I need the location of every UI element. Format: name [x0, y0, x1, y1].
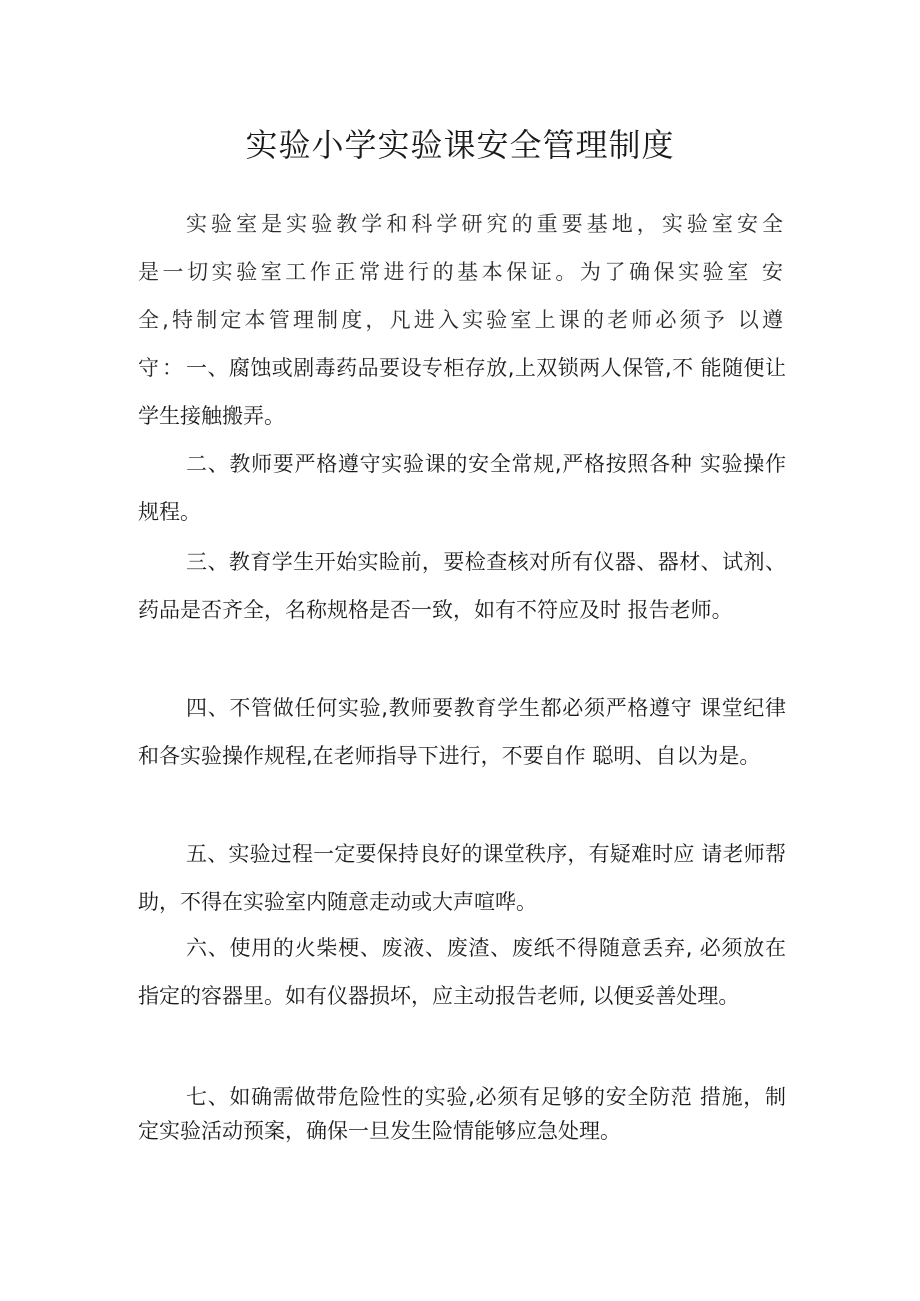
rule-6: 六、使用的火柴梗、废液、废渣、废纸不得随意丢弃, 必须放在指定的容器里。如有仪器损坏，应主动报告老师, 以便妥善处理。 [138, 936, 786, 1008]
rule-5: 五、实验过程一定要保持良好的课堂秩序，有疑难时应 请老师帮助，不得在实验室内随意走动或大声喧哗。 [138, 842, 786, 914]
rule-1: 一、腐蚀或剧毒药品要设专柜存放,上双锁两人保管,不 能随便让学生接触搬弄。 [138, 356, 786, 428]
rule-3: 三、教育学生开始实睑前，要检查核对所有仪器、器材、试剂、药品是否齐全，名称规格是否一致，如有不符应及时 报告老师。 [138, 550, 786, 622]
document-title: 实验小学实验课安全管理制度 [245, 126, 675, 164]
rule-2: 二、教师要严格遵守实验课的安全常规,严格按照各种 实验操作规程。 [138, 452, 786, 524]
rule-7: 七、如确需做带危险性的实验,必须有足够的安全防范 措施，制定实验活动预案，确保一旦发生险情能够应急处理。 [138, 1085, 786, 1143]
intro-paragraph: 实验室是实验教学和科学研究的重要基地，实验室安全 是一切实验室工作正常进行的基本保证。为了确保实验室 安全,特制定本管理制度，凡进入实验室上课的老师必须予 以遵守： [138, 212, 786, 380]
rule-4: 四、不管做任何实验,教师要教育学生都必须严格遵守 课堂纪律和各实验操作规程,在老师指导下进行，不要自作 聪明、自以为是。 [138, 696, 786, 768]
